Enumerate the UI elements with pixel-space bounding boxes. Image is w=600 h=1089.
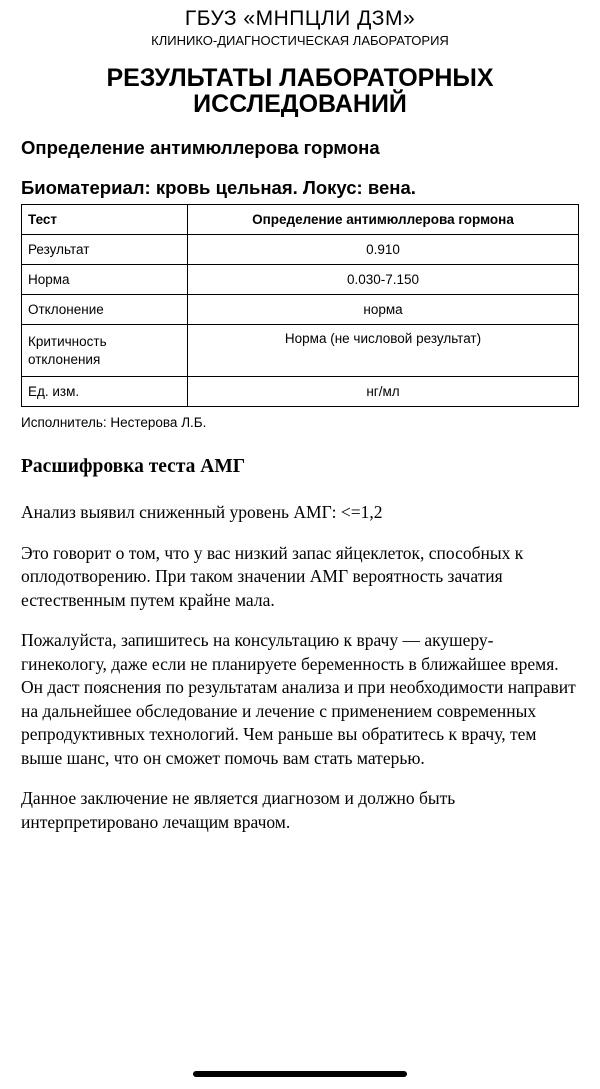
table-row-units	[22, 377, 579, 407]
table-header-row	[22, 205, 579, 235]
row-label: Критичность отклонения	[22, 325, 188, 377]
lab-report	[0, 7, 600, 834]
decoding-paragraph: Данное заключение не является диагнозом и должно быть интерпретировано лечащим врачом.	[21, 788, 456, 832]
organization-name: ГБУЗ «МНПЦЛИ ДЗМ»	[184, 7, 416, 30]
row-value: 0.910	[188, 235, 579, 265]
biomaterial-info: Биоматериал: кровь цельная. Локус: вена.	[21, 177, 416, 198]
row-label: Ед. изм.	[22, 377, 188, 407]
test-name: Определение антимюллерова гормона	[21, 137, 380, 158]
row-value: норма	[188, 295, 579, 325]
decoding-paragraph: Анализ выявил сниженный уровень АМГ: <=1,2	[21, 502, 383, 522]
table-row-criticality	[22, 325, 579, 377]
table-header-label: Тест	[22, 205, 188, 235]
home-indicator[interactable]	[193, 1071, 407, 1077]
organization-subtitle: КЛИНИКО-ДИАГНОСТИЧЕСКАЯ ЛАБОРАТОРИЯ	[151, 33, 449, 48]
table-row-result	[22, 235, 579, 265]
row-value: 0.030-7.150	[188, 265, 579, 295]
row-label: Норма	[22, 265, 188, 295]
row-value: Норма (не числовой результат)	[188, 325, 579, 377]
executor-name: Исполнитель: Нестерова Л.Б.	[21, 415, 207, 430]
table-row-norm	[22, 265, 579, 295]
page-title: РЕЗУЛЬТАТЫ ЛАБОРАТОРНЫХ ИССЛЕДОВАНИЙ	[106, 64, 494, 118]
row-label: Результат	[22, 235, 188, 265]
row-value: нг/мл	[188, 377, 579, 407]
results-table	[21, 204, 579, 407]
decoding-paragraph: Это говорит о том, что у вас низкий запас яйцеклеток, способных к оплодотворению. При таком значении АМГ вероятность зачатия естественным путем крайне мала.	[21, 542, 524, 610]
table-row-deviation	[22, 295, 579, 325]
row-label: Отклонение	[22, 295, 188, 325]
table-header-value: Определение антимюллерова гормона	[188, 205, 579, 235]
decoding-paragraph: Пожалуйста, запишитесь на консультацию к врачу — акушеру-гинекологу, даже если не планируете беременность в ближайшее время. Он даст пояснения по результатам анализа и при необходимости направит на дальнейшее обследование и лечение с применением современных репродуктивных технологий. Чем раньше вы обратитесь к врачу, тем выше шанс, что он сможет помочь вам стать матерью.	[21, 630, 576, 768]
decoding-title: Расшифровка теста АМГ	[21, 456, 246, 477]
